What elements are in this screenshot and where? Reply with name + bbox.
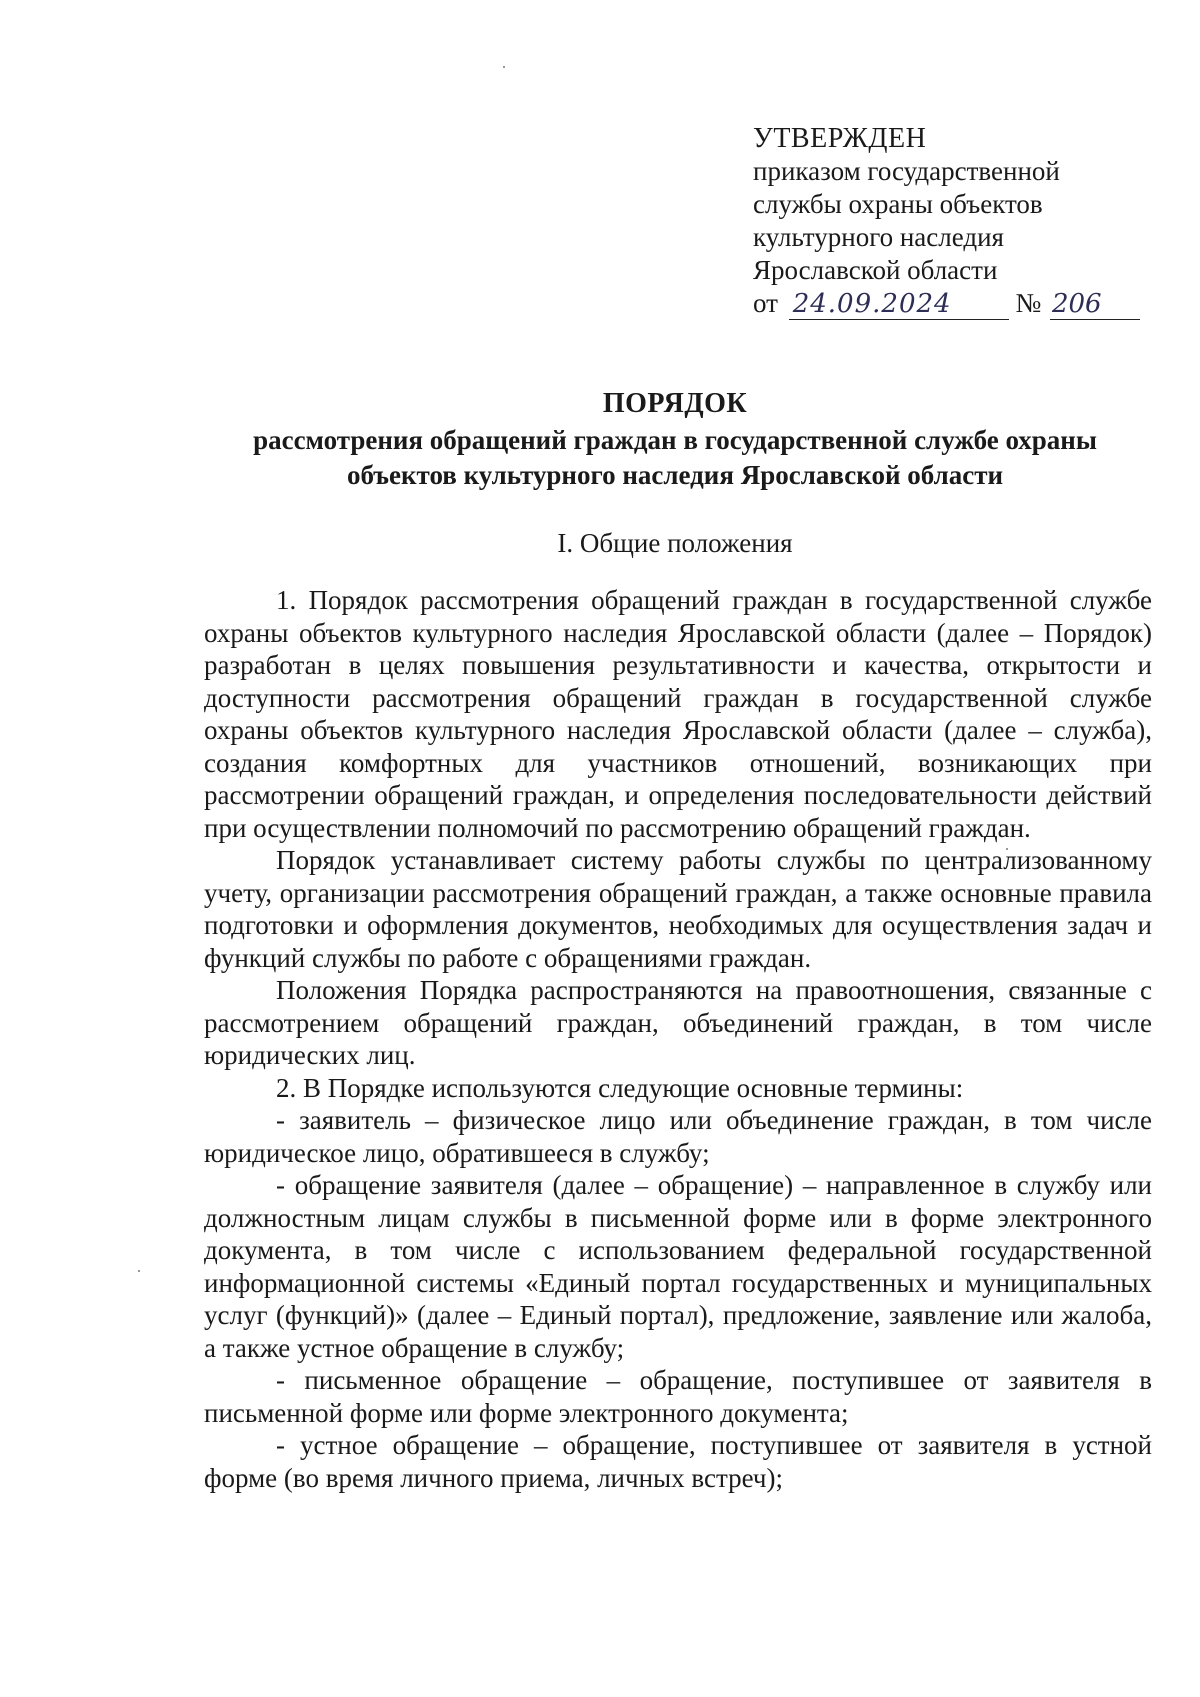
term-definition: - письменное обращение – обращение, поступившее от заявителя в письменной форме или форме электронного документа; bbox=[204, 1365, 1152, 1428]
term-definition: - обращение заявителя (далее – обращение) – направленное в службу или должностным лицам службы в письменной форме или в форме электронного документа, в том числе с использованием федеральной государственной информационной системы «Единый портал государственных и муниципальных услуг (функций)» (далее – Единый портал), предложение, заявление или жалоба, а также устное обращение в службу; bbox=[204, 1170, 1152, 1363]
approval-block bbox=[753, 122, 1133, 320]
section-heading: I. Общие положения bbox=[557, 528, 793, 558]
document-body bbox=[204, 584, 1152, 1494]
paragraph: 1. Порядок рассмотрения обращений граждан в государственной службе охраны объектов культурного наследия Ярославской области (далее – Порядок) разработан в целях повышения результативности и качества, открытости и доступности рассмотрения обращений граждан в государственной службе охраны объектов культурного наследия Ярославской области (далее – служба), создания комфортных для участников отношений, возникающих при рассмотрении обращений граждан, и определения последовательности действий при осуществлении полномочий по рассмотрению обращений граждан. bbox=[204, 585, 1152, 843]
scan-speck bbox=[503, 66, 505, 68]
document-title: ПОРЯДОК bbox=[602, 388, 748, 419]
paragraph: Порядок устанавливает систему работы службы по централизованному учету, организации рассмотрения обращений граждан, а также основные правила подготовки и оформления документов, необходимых для осуществления задач и функций службы по работе с обращениями граждан. bbox=[204, 845, 1152, 973]
approval-line: службы охраны объектов bbox=[753, 189, 1043, 219]
approval-line: Ярославской области bbox=[753, 255, 998, 285]
term-definition: - устное обращение – обращение, поступившее от заявителя в устной форме (во время личного приема, личных встреч); bbox=[204, 1430, 1152, 1493]
term-definition: - заявитель – физическое лицо или объединение граждан, в том числе юридическое лицо, обратившееся в службу; bbox=[204, 1105, 1152, 1168]
document-title-block bbox=[200, 386, 1150, 492]
document-subtitle-line: рассмотрения обращений граждан в государственной службе охраны bbox=[253, 425, 1097, 455]
approval-line: культурного наследия bbox=[753, 222, 1004, 252]
paragraph: Положения Порядка распространяются на правоотношения, связанные с рассмотрением обращений граждан, объединений граждан, в том числе юридических лиц. bbox=[204, 975, 1152, 1070]
approval-line: приказом государственной bbox=[753, 156, 1060, 186]
document-subtitle-line: объектов культурного наследия Ярославской области bbox=[346, 460, 1004, 490]
approval-status: УТВЕРЖДЕН bbox=[753, 123, 927, 154]
paragraph: 2. В Порядке используются следующие основные термины: bbox=[276, 1072, 964, 1103]
date-prefix: от bbox=[753, 288, 778, 318]
handwritten-date: 24.09.2024 bbox=[789, 289, 1009, 320]
number-prefix: № bbox=[1015, 288, 1042, 318]
scan-speck bbox=[138, 1270, 140, 1272]
handwritten-number: 206 bbox=[1050, 289, 1140, 320]
approval-date-line bbox=[753, 287, 1133, 320]
